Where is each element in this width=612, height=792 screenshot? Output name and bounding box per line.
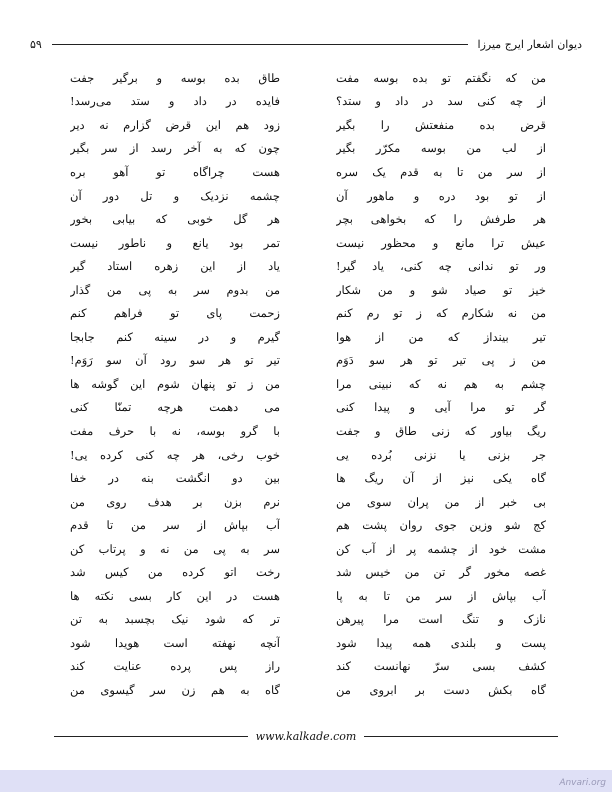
hemistich-second: تر که شود نیک بچسبد به تن bbox=[70, 612, 280, 627]
hemistich-second: می دهمت هرچه تمنّا کنی bbox=[70, 400, 280, 415]
couplet bbox=[70, 325, 546, 349]
hemistich-first: از تو بود دره و ماهور آن bbox=[336, 188, 546, 203]
poem-body bbox=[70, 66, 546, 702]
hemistich-second: زحمت پای تو فراهم کنم bbox=[70, 306, 280, 321]
hemistich-second: هست در این کار بسی نکته ها bbox=[70, 588, 280, 603]
couplet bbox=[70, 678, 546, 702]
couplet bbox=[70, 66, 546, 90]
couplet bbox=[70, 490, 546, 514]
couplet bbox=[70, 584, 546, 608]
couplet bbox=[70, 443, 546, 467]
footer-rule-left bbox=[54, 736, 248, 737]
hemistich-second: با گرو بوسه، نه با حرف مفت bbox=[70, 423, 280, 438]
hemistich-second: فایده در داد و ستد می‌رسد! bbox=[70, 94, 280, 109]
couplet bbox=[70, 184, 546, 208]
bottom-band bbox=[0, 770, 612, 792]
couplet bbox=[70, 631, 546, 655]
couplet bbox=[70, 537, 546, 561]
hemistich-second: نرم بزن بر هدف روی من bbox=[70, 494, 280, 509]
hemistich-first: بی خبر از من پران سوی من bbox=[336, 494, 546, 509]
hemistich-second: آنچه نهفته است هویدا شود bbox=[70, 635, 280, 650]
hemistich-first: عیش ترا مانع و محظور نیست bbox=[336, 235, 546, 250]
hemistich-first: جر بزنی یا نزنی بُرده یی bbox=[336, 447, 546, 462]
couplet bbox=[70, 137, 546, 161]
couplet bbox=[70, 113, 546, 137]
hemistich-first: آب بپاش از سر من تا به پا bbox=[336, 588, 546, 603]
page-header bbox=[30, 34, 582, 54]
hemistich-first: هر طرفش را که بخواهی بچر bbox=[336, 212, 546, 227]
couplet bbox=[70, 396, 546, 420]
hemistich-first: چشم به هم نه که نبینی مرا bbox=[336, 376, 546, 391]
hemistich-first: من ز پی تیر تو هر سو دَوَم bbox=[336, 353, 546, 368]
hemistich-second: تمر بود یانع و ناطور نیست bbox=[70, 235, 280, 250]
couplet bbox=[70, 160, 546, 184]
hemistich-second: سر به پی من نه و پرتاب کن bbox=[70, 541, 280, 556]
header-rule bbox=[52, 44, 468, 45]
hemistich-first: من که نگفتم تو بده بوسه مفت bbox=[336, 70, 546, 85]
couplet bbox=[70, 608, 546, 632]
couplet bbox=[70, 419, 546, 443]
hemistich-first: غصه مخور گر تن من خیس شد bbox=[336, 565, 546, 580]
hemistich-first: کشف بسی سرّ نهانست کند bbox=[336, 659, 546, 674]
hemistich-first: پست و بلندی همه پیدا شود bbox=[336, 635, 546, 650]
hemistich-first: از سر من تا به قدم یک سره bbox=[336, 164, 546, 179]
hemistich-second: رخت اتو کرده من کیس شد bbox=[70, 565, 280, 580]
couplet bbox=[70, 231, 546, 255]
hemistich-second: هست چراگاه تو آهو بره bbox=[70, 164, 280, 179]
footer-rule-right bbox=[364, 736, 558, 737]
hemistich-first: ور تو ندانی چه کنی، یاد گیر! bbox=[336, 259, 546, 274]
hemistich-first: گاه بکش دست بر ابروی من bbox=[336, 682, 546, 697]
hemistich-second: چشمه نزدیک و تل دور آن bbox=[70, 188, 280, 203]
hemistich-second: بین دو انگشت بنه در خفا bbox=[70, 471, 280, 486]
couplet bbox=[70, 207, 546, 231]
hemistich-first: خیز تو صیاد شو و من شکار bbox=[336, 282, 546, 297]
hemistich-first: از لب من بوسه مکرّر بگیر bbox=[336, 141, 546, 156]
hemistich-second: آب بپاش از سر من تا قدم bbox=[70, 518, 280, 533]
hemistich-second: گیرم و در سینه کنم جابجا bbox=[70, 329, 280, 344]
hemistich-first: ریگ بیاور که زنی طاق و جفت bbox=[336, 423, 546, 438]
couplet bbox=[70, 254, 546, 278]
hemistich-first: قرض بده منفعتش را بگیر bbox=[336, 117, 546, 132]
hemistich-second: خوب رخی، هر چه کنی کرده یی! bbox=[70, 447, 280, 462]
couplet bbox=[70, 372, 546, 396]
hemistich-second: طاق بده بوسه و برگیر جفت bbox=[70, 70, 280, 85]
hemistich-second: راز پس پرده عنایت کند bbox=[70, 659, 280, 674]
book-title: دیوان اشعار ایرج میرزا bbox=[477, 37, 582, 51]
hemistich-second: چون که به آخر رسد از سر بگیر bbox=[70, 141, 280, 156]
couplet bbox=[70, 655, 546, 679]
couplet bbox=[70, 560, 546, 584]
page-footer bbox=[54, 728, 558, 744]
hemistich-second: من بدوم سر به پی من گذار bbox=[70, 282, 280, 297]
page-number: ۵۹ bbox=[30, 37, 42, 51]
hemistich-first: گاه یکی نیز از آن ریگ ها bbox=[336, 471, 546, 486]
website-link[interactable]: www.kalkade.com bbox=[255, 729, 357, 743]
couplet bbox=[70, 90, 546, 114]
hemistich-second: گاه به هم زن سر گیسوی من bbox=[70, 682, 280, 697]
hemistich-second: یاد از این زهره استاد گیر bbox=[70, 259, 280, 274]
hemistich-first: مشت خود از چشمه پر از آب کن bbox=[336, 541, 546, 556]
hemistich-first: نازک و تنگ است مرا پیرهن bbox=[336, 612, 546, 627]
hemistich-second: تیر تو هر سو رود آن سو رَوَم! bbox=[70, 353, 280, 368]
couplet bbox=[70, 466, 546, 490]
hemistich-first: من نه شکارم که ز تو رم کنم bbox=[336, 306, 546, 321]
couplet bbox=[70, 278, 546, 302]
hemistich-first: گر تو مرا آیی و پیدا کنی bbox=[336, 400, 546, 415]
hemistich-second: من ز تو پنهان شوم این گوشه ها bbox=[70, 376, 280, 391]
hemistich-first: از چه کنی سد در داد و ستد؟ bbox=[336, 94, 546, 109]
couplet bbox=[70, 349, 546, 373]
hemistich-second: هر گل خوبی که بیابی بخور bbox=[70, 212, 280, 227]
hemistich-first: کج شو وزین جوی روان پشت هم bbox=[336, 518, 546, 533]
watermark-logo: Anvari.org bbox=[559, 778, 606, 788]
couplet bbox=[70, 513, 546, 537]
hemistich-second: زود هم این قرض گزارم نه دیر bbox=[70, 117, 280, 132]
hemistich-first: تیر بینداز که من از هوا bbox=[336, 329, 546, 344]
couplet bbox=[70, 301, 546, 325]
